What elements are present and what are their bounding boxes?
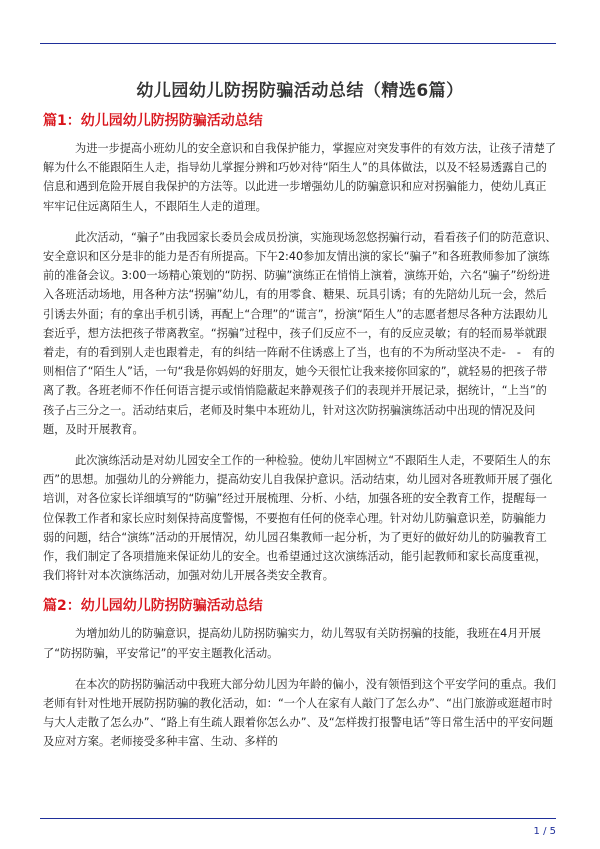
- document-title: 幼儿园幼儿防拐防骗活动总结（精选6篇）: [136, 81, 464, 101]
- document-body: [43, 112, 557, 764]
- section-heading-2: 篇2：幼儿园幼儿防拐防骗活动总结: [43, 598, 263, 615]
- page-number: 1 / 5: [533, 826, 556, 837]
- header-rule: [40, 43, 556, 44]
- paragraph: 在本次的防拐防骗活动中我班大部分幼儿因为年龄的偏小，没有领悟到这个平安学问的重点。我们老师有针对性地开展防拐防骗的教化活动，如：“一个人在家有人敲门了怎么办”、“出门旅游或逛超市时与大人走散了怎么办”、“路上有生疏人跟着你怎么办”、及“怎样拨打报警电话”等日常生活中的平安问题及应对方案。老师接受多种丰富、生动、多样的: [43, 677, 557, 749]
- paragraph: 为进一步提高小班幼儿的安全意识和自我保护能力，掌握应对突发事件的有效方法，让孩子清楚了解为什么不能跟陌生人走，指导幼儿掌握分辨和巧妙对待“陌生人”的具体做法，以及不轻易透露自己的信息和遇到危险开展自我保护的方法等。以此进一步增强幼儿的防骗意识和应对拐骗能力，使幼儿真正牢牢记住远离陌生人，不跟陌生人走的道理。: [43, 142, 557, 213]
- paragraph: 此次演练活动是对幼儿园安全工作的一种检验。使幼儿牢固树立“不跟陌生人走，不要陌生人的东西”的思想。加强幼儿的分辨能力，提高幼安儿自我保护意识。活动结束，幼儿园对各班教师开展了强化培训，对各位家长详细填写的“防骗”经过开展梳理、分析、小结，加强各班的安全教育工作，提醒每一位保教工作者和家长应时刻保持高度警惕，不要抱有任何的侥幸心理。针对幼儿防骗意识差，防骗能力弱的问题，结合“演练”活动的开展情况，幼儿园召集教师一起分析，为了更好的做好幼儿的防骗教育工作，我们制定了各项措施来保证幼儿的安全。也希望通过这次演练活动，能引起教师和家长高度重视，我们将针对本次演练活动，加强对幼儿开展各类安全教育。: [43, 454, 553, 583]
- section-heading-1: 篇1：幼儿园幼儿防拐防骗活动总结: [43, 113, 263, 129]
- paragraph: 为增加幼儿的防骗意识，提高幼儿防拐防骗实力，幼儿驾驭有关防拐骗的技能，我班在4月开展了“防拐防骗，平安常记”的平安主题教化活动。: [43, 627, 541, 660]
- paragraph: 此次活动，“骗子”由我园家长委员会成员扮演，实施现场忽悠拐骗行动，看看孩子们的防范意识、安全意识和区分是非的能力是否有所提高。下午2:40参加友情出演的家长“骗子”和各班教师参加了演练前的准备会议。3:00一场精心策划的“防拐、防骗”演练正在悄悄上演着，演练开始，六名“骗子”纷纷进入各班活动场地，用各种方法“拐骗”幼儿，有的用零食、糖果、玩具引诱；有的先陪幼儿玩一会，然后引诱去外面；有的拿出手机引诱，再配上“合理”的“谎言”，扮演“陌生人”的志愿者想尽各种方法跟幼儿套近乎，想方法把孩子带离教室。“拐骗”过程中，孩子们反应不一，有的反应灵敏；有的轻而易举就跟着走，有的看到别人走也跟着走，有的纠结一阵耐不住诱惑上了当，也有的不为所动坚决不走- - 有的则相信了“陌生人”话，一句“我是你妈妈的好朋友，她今天很忙让我来接你回家的”，就轻易的把孩子带离了教。各班老师不作任何语言提示或悄悄隐蔽起来静观孩子们的表现并开展记录，据统计，“上当”的孩子占三分之一。活动结束后，老师及时集中本班幼儿，针对这次防拐骗演练活动中出现的情况及问题，及时开展教育。: [43, 230, 557, 436]
- footer-rule: [40, 818, 556, 819]
